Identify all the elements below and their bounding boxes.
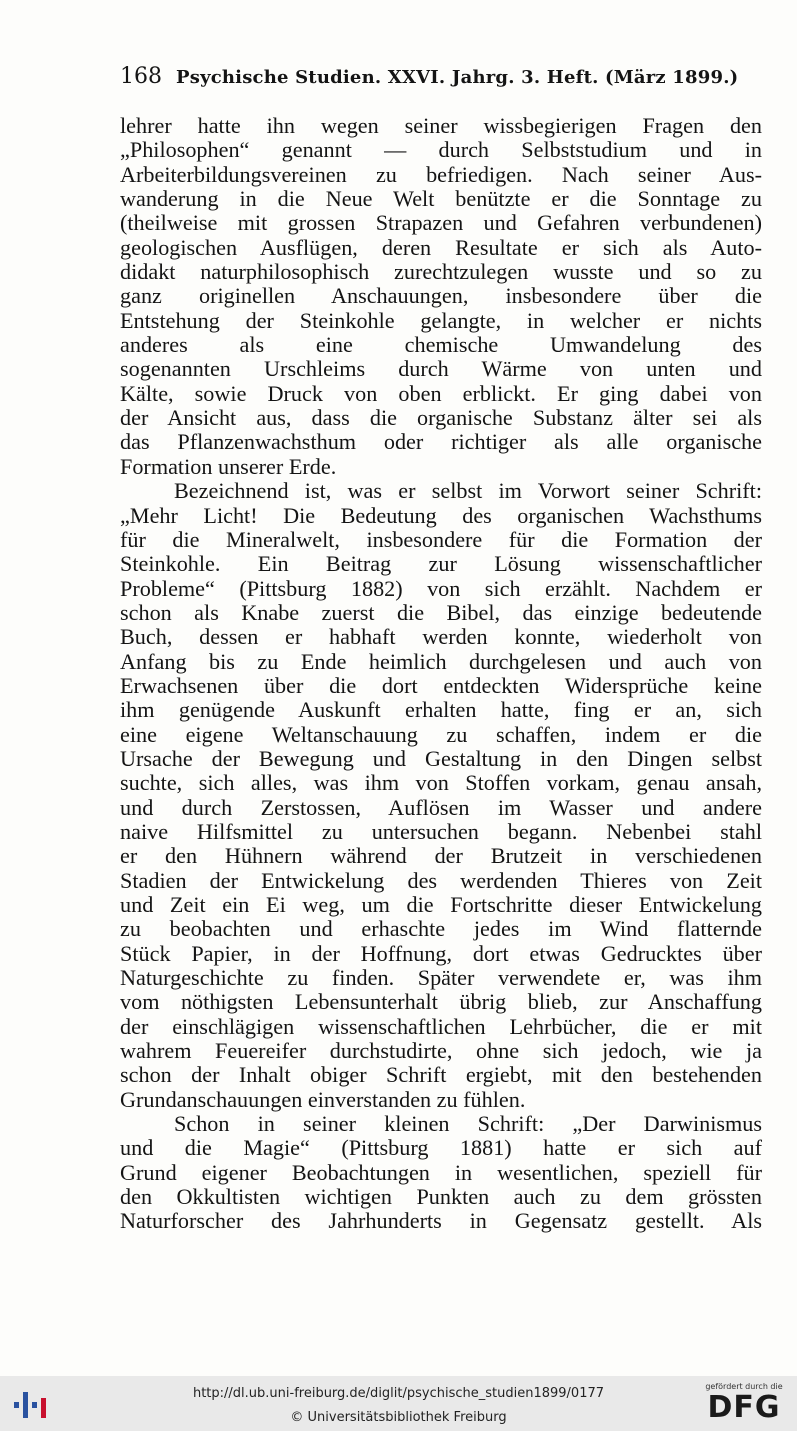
text-line: vom nöthigsten Lebensunterhalt übrig blieb, zur Anschaffung [120,989,762,1015]
dfg-tagline: gefördert durch die [705,1382,783,1391]
text-line: Steinkohle. Ein Beitrag zur Lösung wissenschaftlicher [120,551,762,577]
text-line: Anfang bis zu Ende heimlich durchgelesen und auch von [120,648,762,674]
text-line: das Pflanzenwachsthum oder richtiger als alle organische [120,429,762,455]
text-line: geologischen Ausflügen, deren Resultate er sich als Auto- [120,234,762,260]
text-line: sogenannten Urschleims durch Wärme von unten und [120,356,762,382]
viewer-footer [0,1376,797,1431]
text-line: Grund eigener Beobachtungen in wesentlichen, speziell für [120,1159,762,1185]
source-url-link[interactable]: http://dl.ub.uni-freiburg.de/diglit/psychische_studien1899/0177 [192,1386,605,1401]
text-line: Grundanschauungen einverstanden zu fühlen. [120,1086,526,1112]
text-line: den Okkultisten wichtigen Punkten auch zu dem grössten [120,1184,762,1210]
text-line: eine eigene Weltanschauung zu schaffen, indem er die [120,721,762,747]
text-line: Erwachsenen über die dort entdeckten Widersprüche keine [120,672,762,698]
text-line: Entstehung der Steinkohle gelangte, in welcher er nichts [120,307,762,333]
text-line: für die Mineralwelt, insbesondere für die Formation der [120,526,762,552]
text-line: Arbeiterbildungsvereinen zu befriedigen. Nach seiner Aus- [120,161,762,187]
text-line: und die Magie“ (Pittsburg 1881) hatte er sich auf [120,1135,762,1161]
text-line: zu beobachten und erhaschte jedes im Wind flatternde [120,916,762,942]
text-line: Kälte, sowie Druck von oben erblickt. Er ging dabei von [120,380,762,406]
text-line: Probleme“ (Pittsburg 1882) von sich erzählt. Nachdem er [120,575,762,601]
text-line: und Zeit ein Ei weg, um die Fortschritte dieser Entwickelung [120,892,762,917]
text-line: naive Hilfsmittel zu untersuchen begann. Nebenbei stahl [120,818,762,844]
text-line: Buch, dessen er habhaft werden konnte, wiederholt von [120,624,762,650]
running-header [120,62,768,92]
text-line: (theilweise mit grossen Strapazen und Gefahren verbundenen) [120,210,762,236]
text-line: der einschlägigen wissenschaftlichen Lehrbücher, die er mit [120,1013,762,1039]
dfg-logo: DFG [707,1390,781,1425]
text-line: schon der Inhalt obiger Schrift ergiebt, mit den bestehenden [120,1062,762,1088]
text-line: Formation unserer Erde. [120,453,337,479]
text-line: „Mehr Licht! Die Bedeutung des organischen Wachsthums [120,502,762,528]
text-line: lehrer hatte ihn wegen seiner wissbegierigen Fragen den [120,113,762,138]
body-text [120,114,762,1234]
text-line: Naturgeschichte zu finden. Später verwendete er, was ihm [120,965,762,991]
text-line: er den Hühnern während der Brutzeit in verschiedenen [120,843,762,869]
text-line: ganz originellen Anschauungen, insbesondere über die [120,283,762,309]
text-line: und durch Zerstossen, Auflösen im Wasser und andere [120,794,762,820]
text-line: Stadien der Entwickelung des werdenden Thieres von Zeit [120,867,762,893]
text-line: wahrem Feuereifer durchstudirte, ohne sich jedoch, wie ja [120,1038,762,1064]
text-line: didakt naturphilosophisch zurechtzulegen wusste und so zu [120,259,762,285]
page-number: 168 [120,64,162,89]
text-line: schon als Knabe zuerst die Bibel, das einzige bedeutende [120,599,762,625]
text-line: Schon in seiner kleinen Schrift: „Der Darwinismus [174,1111,762,1137]
text-line: Bezeichnend ist, was er selbst im Vorwort seiner Schrift: [174,478,762,504]
text-line: anderes als eine chemische Umwandelung des [120,332,762,358]
text-line: „Philosophen“ genannt — durch Selbststudium und in [120,137,762,163]
text-line: Stück Papier, in der Hoffnung, dort etwas Gedrucktes über [120,940,762,966]
running-title: Psychische Studien. XXVI. Jahrg. 3. Heft. (März 1899.) [176,67,739,88]
text-line: Ursache der Bewegung und Gestaltung in den Dingen selbst [120,745,762,771]
text-line: der Ansicht aus, dass die organische Substanz älter sei als [120,405,762,431]
copyright-notice: © Universitätsbibliothek Freiburg [290,1410,507,1425]
text-line: Naturforscher des Jahrhunderts in Gegensatz gestellt. Als [120,1208,762,1234]
text-line: suchte, sich alles, was ihm von Stoffen vorkam, genau ansah, [120,770,762,796]
text-line: ihm genügende Auskunft erhalten hatte, fing er an, sich [120,697,762,723]
text-line: wanderung in die Neue Welt benützte er die Sonntage zu [120,186,762,212]
